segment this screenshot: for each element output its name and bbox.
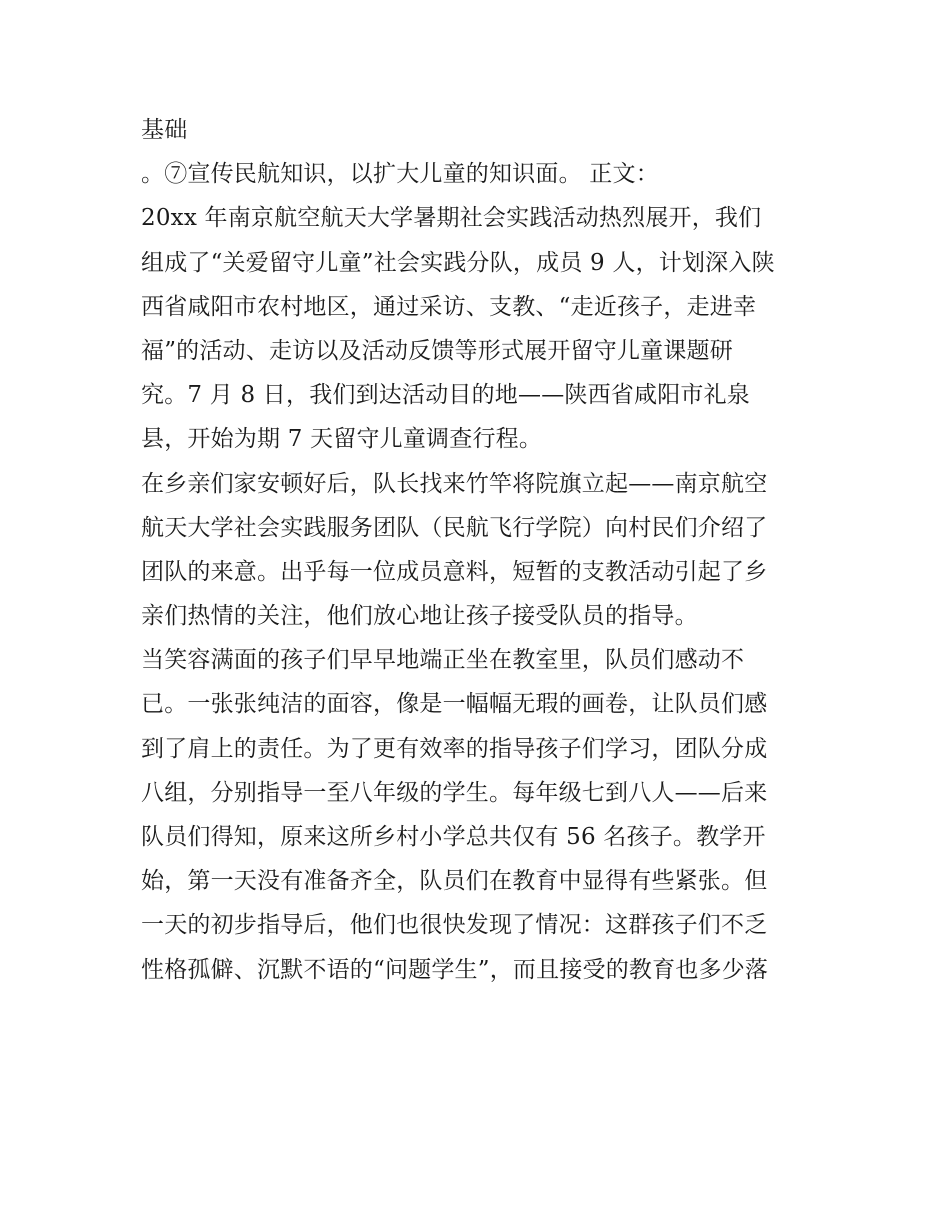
text-line: 队员们得知，原来这所乡村小学总共仅有 56 名孩子。教学开 [141, 824, 766, 850]
text-line: 。⑦宣传民航知识，以扩大儿童的知识面。 正文： [141, 161, 659, 188]
text-line: 到了肩上的责任。为了更有效率的指导孩子们学习，团队分成 [141, 735, 768, 762]
text-line: 性格孤僻、沉默不语的“问题学生”，而且接受的教育也多少落 [141, 956, 769, 983]
text-line: 究。7 月 8 日，我们到达活动目的地——陕西省咸阳市礼泉 [141, 382, 750, 409]
text-line: 县，开始为期 7 天留守儿童调查行程。 [141, 426, 543, 453]
text-line: 基础 [141, 117, 188, 143]
text-line: 在乡亲们家安顿好后，队长找来竹竿将院旗立起——南京航空 [141, 470, 768, 497]
text-line: 亲们热情的关注，他们放心地让孩子接受队员的指导。 [141, 603, 698, 630]
document-body [141, 108, 821, 992]
text-line: 当笑容满面的孩子们早早地端正坐在教室里，队员们感动不 [141, 647, 745, 674]
text-line: 已。一张张纯洁的面容，像是一幅幅无瑕的画卷，让队员们感 [141, 691, 768, 718]
text-line: 20xx 年南京航空航天大学暑期社会实践活动热烈展开，我们 [141, 205, 762, 232]
text-line: 团队的来意。出乎每一位成员意料，短暂的支教活动引起了乡 [141, 558, 768, 585]
text-line: 八组，分别指导一至八年级的学生。每年级七到八人——后来 [141, 779, 768, 806]
text-line: 始，第一天没有准备齐全，队员们在教育中显得有些紧张。但 [141, 868, 768, 895]
text-line: 航天大学社会实践服务团队（民航飞行学院）向村民们介绍了 [141, 514, 768, 541]
text-line: 一天的初步指导后，他们也很快发现了情况：这群孩子们不乏 [141, 912, 768, 939]
text-line: 福”的活动、走访以及活动反馈等形式展开留守儿童课题研 [141, 337, 733, 364]
text-line: 西省咸阳市农村地区，通过采访、支教、“走近孩子，走进幸 [141, 293, 757, 320]
text-line: 组成了“关爱留守儿童”社会实践分队，成员 9 人，计划深入陕 [141, 249, 775, 276]
